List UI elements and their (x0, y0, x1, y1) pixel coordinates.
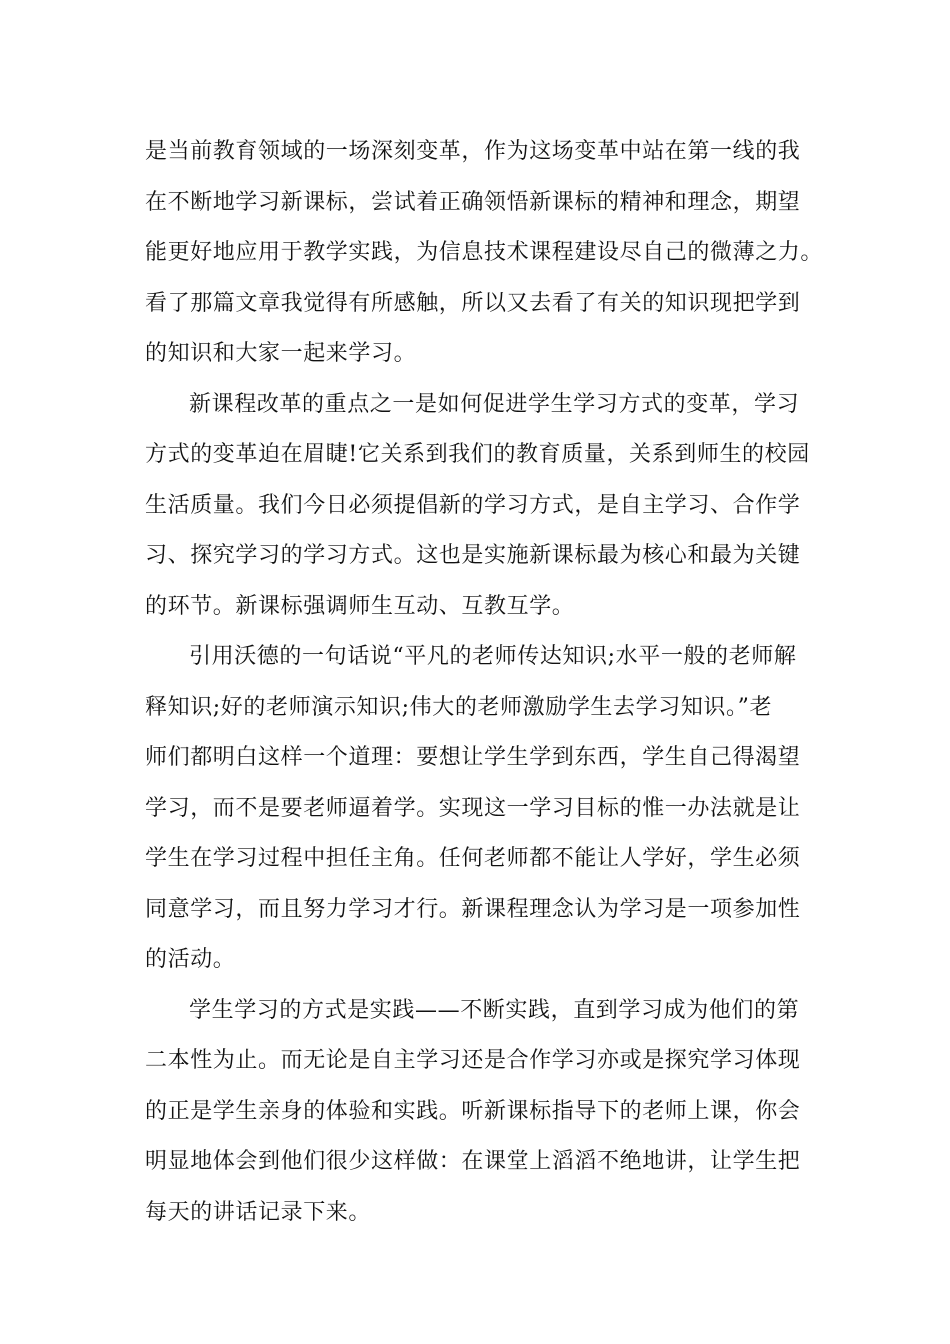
text-line: 学习，而不是要老师逼着学。实现这一学习目标的惟一办法就是让 (145, 795, 801, 821)
text-line: 同意学习，而且努力学习才行。新课程理念认为学习是一项参加性 (145, 896, 801, 922)
text-line: 的正是学生亲身的体验和实践。听新课标指导下的老师上课，你会 (145, 1098, 801, 1124)
paragraph-first-line: 学生学习的方式是实践——不断实践，直到学习成为他们的第 (189, 997, 800, 1023)
text-line: 看了那篇文章我觉得有所感触，所以又去看了有关的知识现把学到 (145, 290, 801, 316)
text-line: 的知识和大家一起来学习。 (145, 341, 417, 366)
text-line: 的活动。 (145, 947, 236, 972)
text-line: 生活质量。我们今日必须提倡新的学习方式，是自主学习、合作学 (145, 492, 801, 518)
paragraph-first-line: 新课程改革的重点之一是如何促进学生学习方式的变革，学习 (189, 391, 800, 417)
text-line: 习、探究学习的学习方式。这也是实施新课标最为核心和最为关键 (145, 543, 801, 568)
text-line: 每天的讲话记录下来。 (145, 1199, 372, 1225)
text-line: 学生在学习过程中担任主角。任何老师都不能让人学好，学生必须 (145, 846, 801, 871)
paragraph-first-line: 引用沃德的一句话说“平凡的老师传达知识;水平一般的老师解 (189, 644, 797, 669)
text-line: 的环节。新课标强调师生互动、互教互学。 (145, 593, 575, 619)
text-line: 师们都明白这样一个道理：要想让学生学到东西，学生自己得渴望 (145, 745, 801, 770)
text-line: 二本性为止。而无论是自主学习还是合作学习亦或是探究学习体现 (145, 1048, 801, 1073)
text-line: 释知识;好的老师演示知识;伟大的老师激励学生去学习知识。”老 (145, 694, 773, 720)
text-line: 是当前教育领域的一场深刻变革，作为这场变革中站在第一线的我 (145, 139, 801, 164)
text-line: 能更好地应用于教学实践，为信息技术课程建设尽自己的微薄之力。 (145, 240, 824, 265)
text-line: 方式的变革迫在眉睫!它关系到我们的教育质量，关系到师生的校园 (145, 442, 810, 467)
body-text (145, 134, 835, 1245)
text-line: 在不断地学习新课标，尝试着正确领悟新课标的精神和理念，期望 (145, 189, 801, 215)
text-line: 明显地体会到他们很少这样做：在课堂上滔滔不绝地讲，让学生把 (145, 1149, 801, 1174)
